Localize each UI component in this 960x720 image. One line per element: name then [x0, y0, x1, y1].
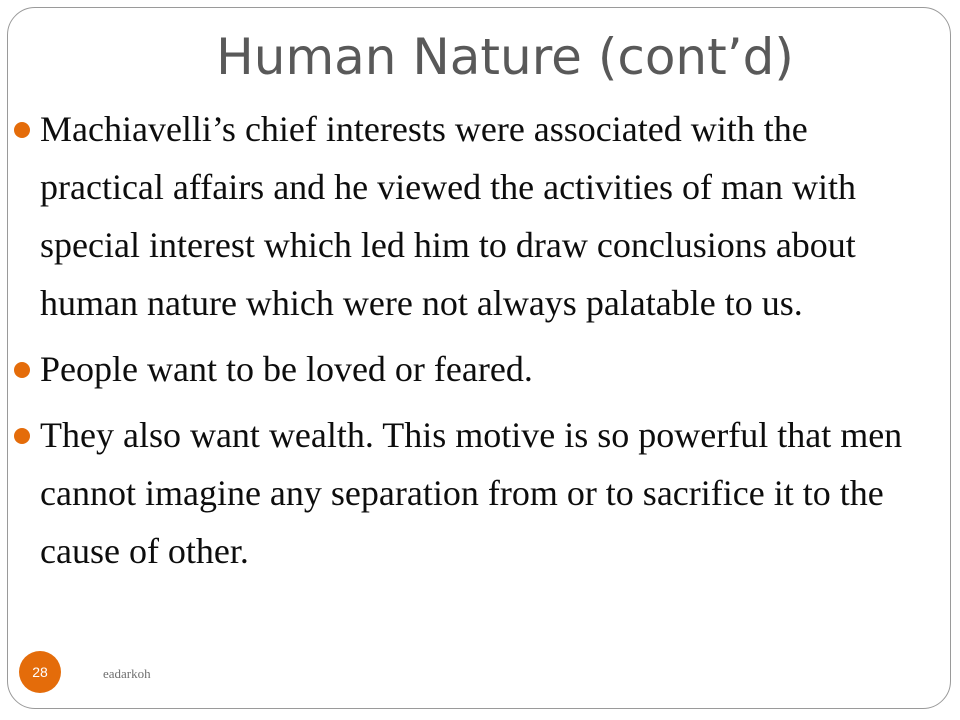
bullet-dot-icon	[14, 362, 30, 378]
bullet-item	[40, 406, 940, 580]
bullet-item	[40, 100, 940, 332]
bullet-dot-icon	[14, 428, 30, 444]
bullet-text: They also want wealth. This motive is so powerful that men cannot imagine any separation from or to sacrifice it to the cause of other.	[40, 415, 903, 571]
bullet-list	[40, 100, 940, 588]
bullet-text: People want to be loved or feared.	[40, 349, 533, 389]
page-number-badge: 28	[19, 651, 61, 693]
bullet-text: Machiavelli’s chief interests were associated with the practical affairs and he viewed the activities of man with special interest which led him to draw conclusions about human nature which were not always palatable to us.	[40, 109, 857, 323]
bullet-dot-icon	[14, 122, 30, 138]
footer-author: eadarkoh	[103, 666, 151, 681]
bullet-item	[40, 340, 940, 398]
slide-title: Human Nature (cont’d)	[216, 28, 794, 86]
